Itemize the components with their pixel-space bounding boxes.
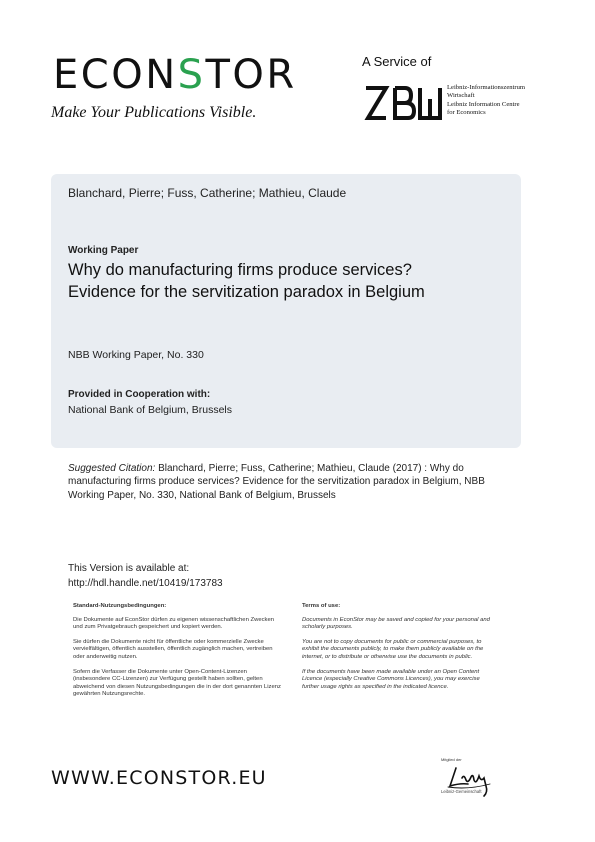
paper-series: NBB Working Paper, No. 330 (68, 349, 204, 361)
logo-text-suffix: TOR (205, 52, 297, 98)
terms-german (73, 603, 285, 706)
terms-english (302, 603, 494, 698)
tagline: Make Your Publications Visible. (51, 104, 257, 121)
paper-title (68, 259, 508, 303)
econstor-website-link[interactable]: WWW.ECONSTOR.EU (51, 767, 267, 789)
version-label: This Version is available at: (68, 563, 190, 574)
citation-label: Suggested Citation: (68, 463, 156, 474)
zbw-institution-name (447, 84, 525, 117)
zbw-w-glyph (420, 88, 440, 118)
suggested-citation (68, 462, 488, 502)
zbw-line: Leibniz-Informationszentrum (447, 84, 525, 91)
leibniz-caption: Leibniz-Gemeinschaft (441, 789, 482, 794)
terms-english-heading: Terms of use: (302, 603, 341, 609)
econstor-logo[interactable] (53, 51, 297, 99)
zbw-logo[interactable] (364, 85, 442, 121)
paper-title-line: Evidence for the servitization paradox in Belgium (68, 283, 425, 301)
leibniz-logo[interactable] (438, 756, 500, 802)
terms-english-paragraph: If the documents have been made available under an Open Content Licence (especially Creative Commons Licences), you may exercise further usage rights as specified in the indicated licence. (302, 668, 480, 690)
version-info (68, 562, 223, 591)
logo-text-prefix: ECON (53, 52, 178, 98)
terms-english-paragraph: Documents in EconStor may be saved and copied for your personal and scholarly purposes. (302, 616, 490, 631)
terms-english-paragraph: You are not to copy documents for public or commercial purposes, to exhibit the documents publicly, to make them publicly available on the internet, or to distribute or otherwise use the documents in public. (302, 638, 484, 660)
member-label: Mitglied der (441, 757, 462, 762)
terms-german-paragraph: Sofern die Verfasser die Dokumente unter Open-Content-Lizenzen (insbesondere CC-Lizenzen) zur Verfügung gestellt haben sollten, gelten abweichend von diesen Nutzungsbedingungen die in der dort genannten Lizenz gewährten Nutzungsrechte. (73, 668, 281, 698)
paper-type: Working Paper (68, 245, 139, 256)
paper-title-line: Why do manufacturing firms produce services? (68, 261, 412, 279)
terms-german-paragraph: Die Dokumente auf EconStor dürfen zu eigenen wissenschaftlichen Zwecken und zum Privatgebrauch gespeichert und kopiert werden. (73, 616, 275, 631)
zbw-line: Leibniz Information Centre (447, 100, 520, 108)
terms-german-heading: Standard-Nutzungsbedingungen: (73, 603, 167, 609)
zbw-line: for Economics (447, 108, 486, 116)
handle-link[interactable]: http://hdl.handle.net/10419/173783 (68, 577, 223, 589)
citation-text: Blanchard, Pierre; Fuss, Catherine; Mathieu, Claude (2017) : Why do manufacturing firms produce services? Evidence for the servitization paradox in Belgium, NBB Working Paper, No. 330, National Bank of Belgium, Brussels (68, 463, 485, 501)
cooperation-institution: National Bank of Belgium, Brussels (68, 404, 232, 416)
cooperation-label: Provided in Cooperation with: (68, 389, 211, 400)
service-label: A Service of (362, 54, 432, 69)
terms-german-paragraph: Sie dürfen die Dokumente nicht für öffentliche oder kommerzielle Zwecke vervielfältigen, öffentlich ausstellen, öffentlich zugänglich machen, vertreiben oder anderweitig nutzen. (73, 638, 273, 660)
zbw-b-glyph (395, 88, 414, 118)
zbw-z-glyph (366, 88, 386, 118)
paper-authors: Blanchard, Pierre; Fuss, Catherine; Mathieu, Claude (68, 186, 347, 200)
logo-text-accent: S (177, 52, 206, 98)
zbw-line: Wirtschaft (447, 92, 475, 100)
